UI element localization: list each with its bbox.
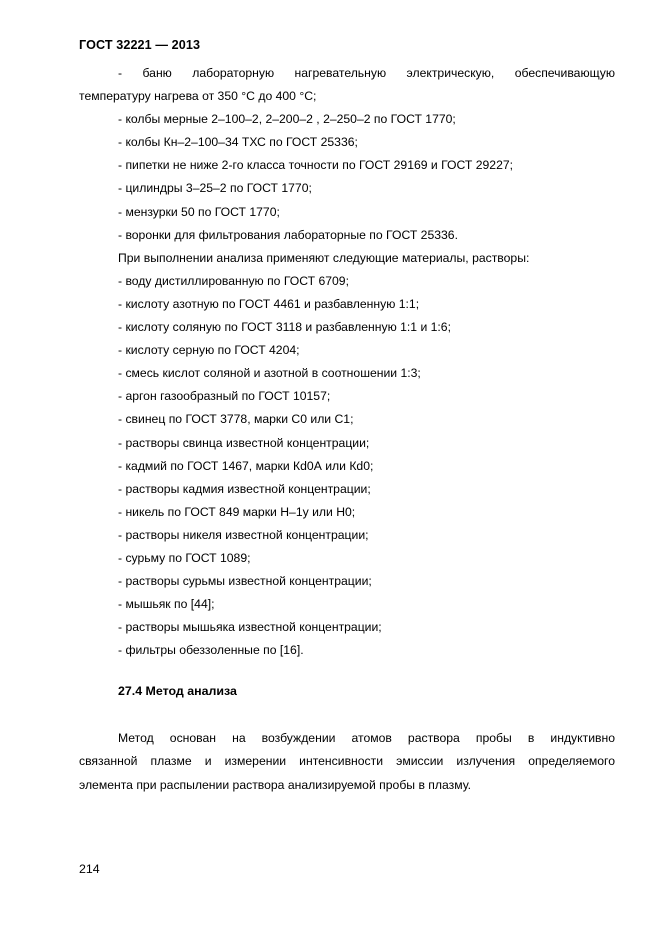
list-line: - растворы мышьяка известной концентрации;	[118, 620, 382, 635]
list-line: - никель по ГОСТ 849 марки Н–1у или Н0;	[118, 504, 356, 519]
list-line: - растворы свинца известной концентрации;	[118, 435, 370, 450]
list-line: - воронки для фильтрования лабораторные по ГОСТ 25336.	[118, 227, 458, 242]
list-line: - сурьму по ГОСТ 1089;	[118, 550, 251, 565]
list-line: - кислоту серную по ГОСТ 4204;	[118, 343, 300, 358]
list-line: - аргон газообразный по ГОСТ 10157;	[118, 389, 331, 404]
list-line: - смесь кислот соляной и азотной в соотношении 1:3;	[118, 366, 421, 381]
list-line: - колбы мерные 2–100–2, 2–200–2 , 2–250–2 по ГОСТ 1770;	[118, 112, 456, 127]
standard-header: ГОСТ 32221 — 2013	[79, 38, 201, 52]
paragraph-line: элемента при распылении раствора анализируемой пробы в плазму.	[79, 777, 472, 792]
list-line: - фильтры обеззоленные по [16].	[118, 643, 304, 658]
list-line: - растворы сурьмы известной концентрации;	[118, 574, 372, 589]
list-intro-line: При выполнении анализа применяют следующие материалы, растворы:	[118, 250, 530, 265]
equipment-and-materials-list	[79, 62, 615, 662]
list-line: - мышьяк по [44];	[118, 597, 215, 612]
page-number: 214	[79, 862, 100, 876]
list-line: - кадмий по ГОСТ 1467, марки Кd0А или Кd0;	[118, 458, 374, 473]
list-line: - баню лабораторную нагревательную электрическую, обеспечивающую	[118, 66, 615, 80]
list-line: - растворы никеля известной концентрации;	[118, 527, 369, 542]
list-line: - цилиндры 3–25–2 по ГОСТ 1770;	[118, 181, 312, 196]
section-heading: 27.4 Метод анализа	[118, 684, 237, 698]
list-line: - воду дистиллированную по ГОСТ 6709;	[118, 273, 349, 288]
list-line: - кислоту азотную по ГОСТ 4461 и разбавленную 1:1;	[118, 296, 420, 311]
list-line: - свинец по ГОСТ 3778, марки С0 или С1;	[118, 412, 354, 427]
list-line: - кислоту соляную по ГОСТ 3118 и разбавленную 1:1 и 1:6;	[118, 320, 451, 335]
list-line: - колбы Кн–2–100–34 ТХС по ГОСТ 25336;	[118, 135, 358, 150]
list-line: температуру нагрева от 350 °С до 400 °С;	[79, 89, 317, 104]
paragraph-line: Метод основан на возбуждении атомов раствора пробы в индуктивно	[118, 731, 615, 745]
list-line: - мензурки 50 по ГОСТ 1770;	[118, 204, 280, 219]
list-line: - растворы кадмия известной концентрации;	[118, 481, 371, 496]
list-line: - пипетки не ниже 2-го класса точности по ГОСТ 29169 и ГОСТ 29227;	[118, 158, 514, 173]
paragraph-line: связанной плазме и измерении интенсивности эмиссии излучения определяемого	[79, 754, 615, 769]
method-paragraph	[79, 727, 615, 797]
